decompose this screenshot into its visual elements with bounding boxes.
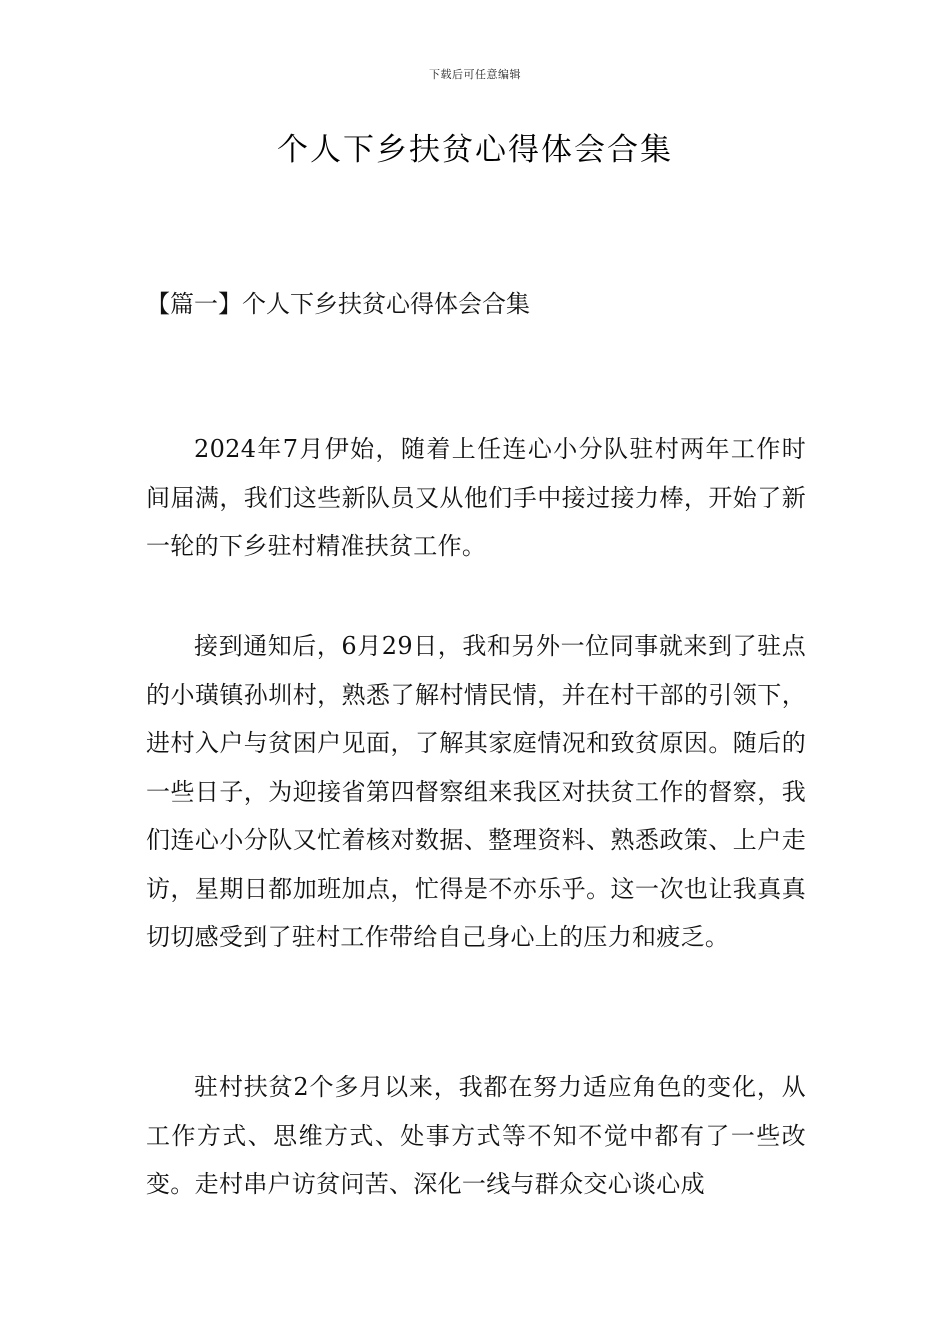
section-heading: 【篇一】个人下乡扶贫心得体会合集 [146, 290, 530, 318]
body-paragraph-1: 2024年7月伊始，随着上任连心小分队驻村两年工作时间届满，我们这些新队员又从他们手中接过接力棒，开始了新一轮的下乡驻村精准扶贫工作。 [146, 435, 806, 560]
header-note: 下载后可任意编辑 [429, 68, 521, 81]
body-paragraph-2: 接到通知后，6月29日，我和另外一位同事就来到了驻点的小璜镇孙圳村，熟悉了解村情民情，并在村干部的引领下，进村入户与贫困户见面，了解其家庭情况和致贫原因。随后的一些日子，为迎接省第四督察组来我区对扶贫工作的督察，我们连心小分队又忙着核对数据、整理资料、熟悉政策、上户走访，星期日都加班加点，忙得是不亦乐乎。这一次也让我真真切切感受到了驻村工作带给自己身心上的压力和疲乏。 [146, 632, 806, 951]
body-paragraph-3: 驻村扶贫2个多月以来，我都在努力适应角色的变化，从工作方式、思维方式、处事方式等不知不觉中都有了一些改变。走村串户访贫问苦、深化一线与群众交心谈心成 [146, 1073, 806, 1198]
document-title: 个人下乡扶贫心得体会合集 [277, 132, 673, 168]
